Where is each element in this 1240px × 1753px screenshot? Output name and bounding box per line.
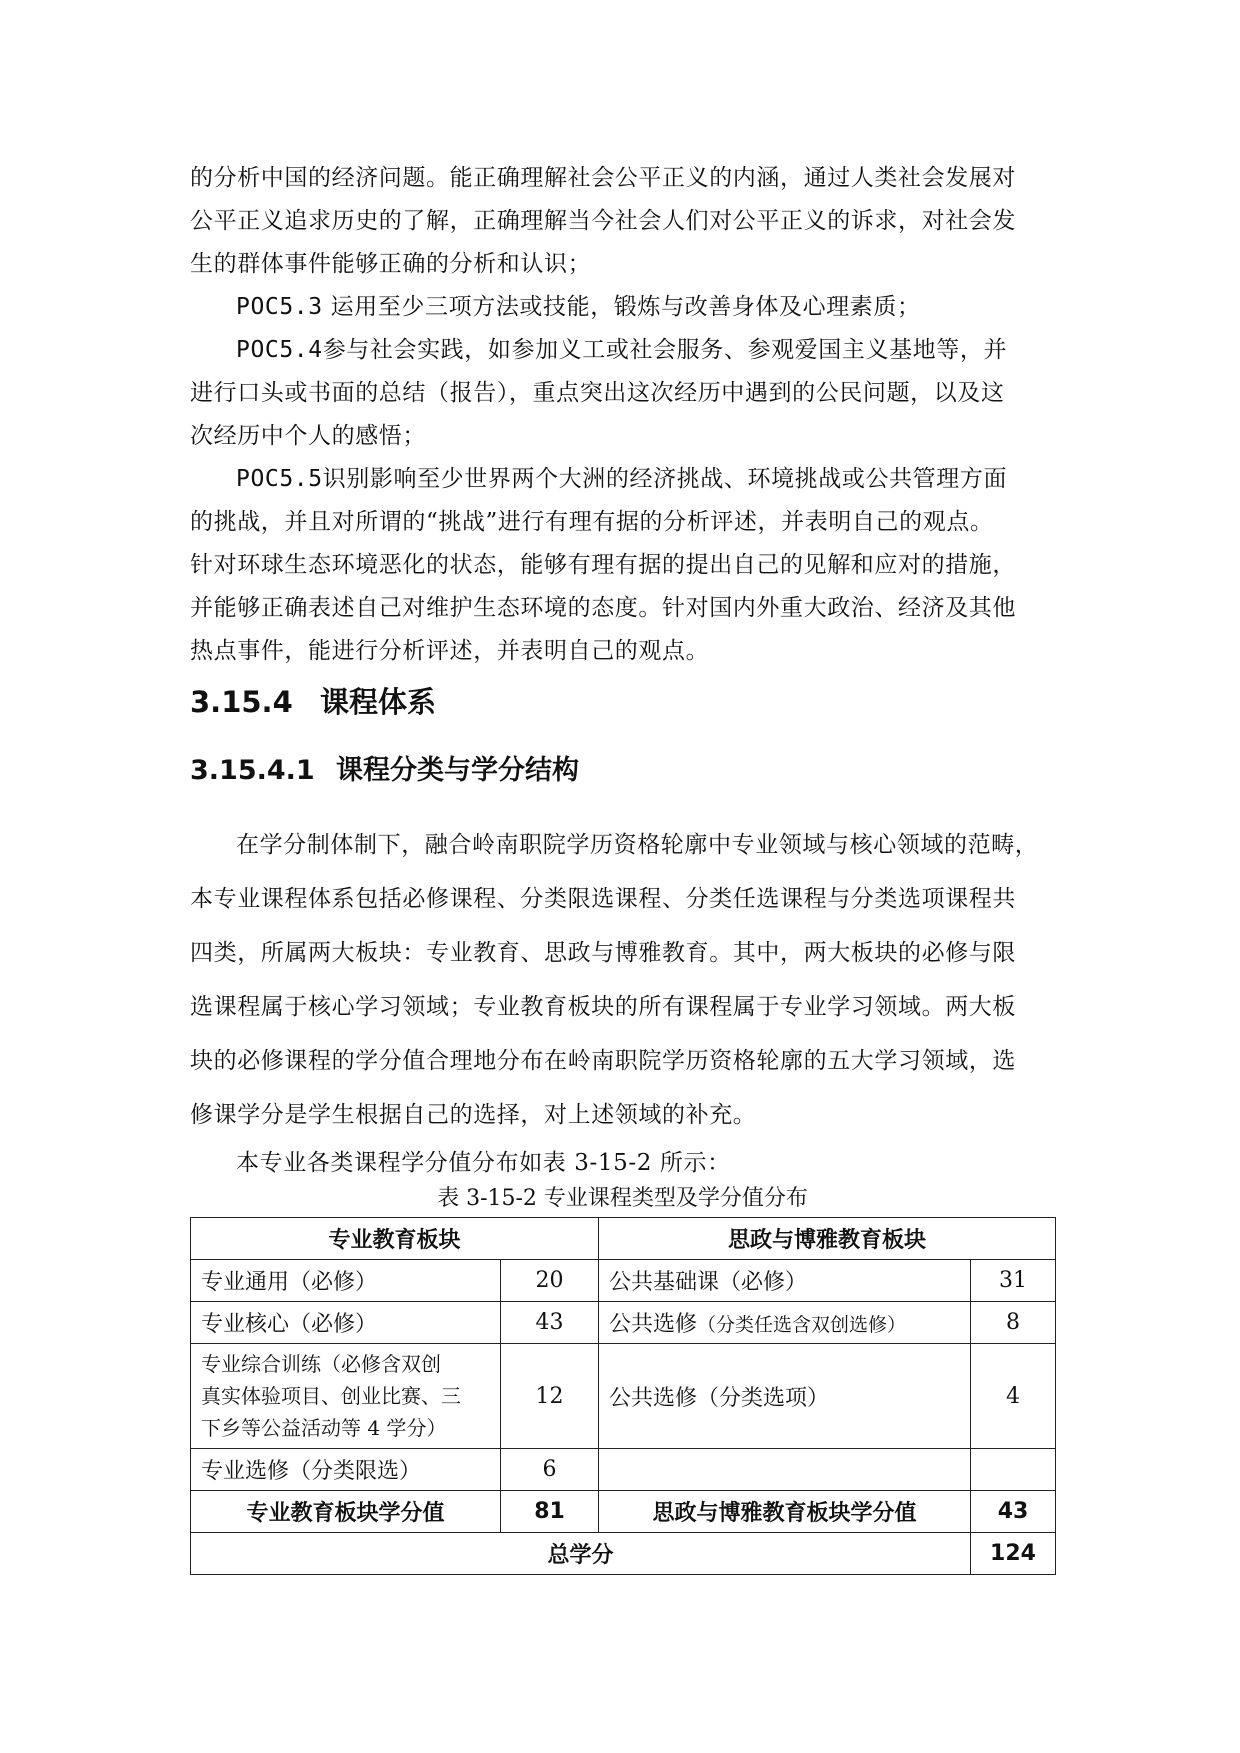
poc-code: POC5.4: [236, 337, 323, 363]
cell-label: 专业通用（必修）: [191, 1260, 501, 1302]
cell-value: 43: [501, 1302, 599, 1344]
header-professional-block: 专业教育板块: [191, 1218, 599, 1260]
subtotal-label: 思政与博雅教育板块学分值: [599, 1491, 971, 1533]
intro-paragraph: [190, 157, 1055, 286]
cell-label: 专业核心（必修）: [191, 1302, 501, 1344]
table-caption: 表 3-15-2 专业课程类型及学分值分布: [437, 1186, 808, 1211]
cell-label-line: 下乡等公益活动等 4 学分）: [201, 1416, 447, 1440]
text-line: 块的必修课程的学分值合理地分布在岭南职院学历资格轮廓的五大学习领域，选: [190, 1048, 1016, 1074]
table-header-row: [191, 1218, 1056, 1260]
cell-label: [599, 1302, 971, 1344]
section-number: 3.15.4: [190, 685, 293, 719]
subsection-title: 课程分类与学分结构: [336, 755, 579, 786]
cell-value: 4: [971, 1344, 1056, 1449]
text-line: 热点事件，能进行分析评述，并表明自己的观点。: [190, 638, 710, 664]
poc53-paragraph: [190, 286, 1055, 329]
poc-code: POC5.3: [236, 294, 323, 320]
cell-label: 公共选修（分类选项）: [599, 1344, 971, 1449]
text-line: 在学分制体制下，融合岭南职院学历资格轮廓中专业领域与核心领域的范畴，: [236, 832, 1039, 858]
text-line: 识别影响至少世界两个大洲的经济挑战、环境挑战或公共管理方面: [322, 466, 1008, 492]
poc54-paragraph: [190, 329, 1055, 458]
cell-label: 专业选修（分类限选）: [191, 1449, 501, 1491]
poc-text: 运用至少三项方法或技能，锻炼与改善身体及心理素质；: [322, 294, 921, 320]
cell-value: 31: [971, 1260, 1056, 1302]
body-paragraph: [190, 818, 1055, 1142]
text-line: 公平正义追求历史的了解，正确理解当今社会人们对公平正义的诉求，对社会发: [190, 208, 1016, 234]
table-row: [191, 1302, 1056, 1344]
table-row: [191, 1260, 1056, 1302]
text-line: 本专业课程体系包括必修课程、分类限选课程、分类任选课程与分类选项课程共: [190, 886, 1016, 912]
cell-label: [191, 1344, 501, 1449]
cell-value: 8: [971, 1302, 1056, 1344]
cell-label-note: （分类任选含双创选修）: [697, 1314, 907, 1336]
text-line: 四类，所属两大板块：专业教育、思政与博雅教育。其中，两大板块的必修与限: [190, 940, 1016, 966]
header-liberal-block: 思政与博雅教育板块: [599, 1218, 1056, 1260]
total-label: 总学分: [191, 1533, 971, 1575]
section-title: 课程体系: [320, 685, 437, 719]
table-row: [191, 1344, 1056, 1449]
cell-value: [971, 1449, 1056, 1491]
total-value: 124: [971, 1533, 1056, 1575]
text-line: 参与社会实践，如参加义工或社会服务、参观爱国主义基地等，并: [322, 337, 1008, 363]
poc55-paragraph: [190, 458, 1055, 673]
cell-label-line: 真实体验项目、创业比赛、三: [201, 1384, 461, 1408]
cell-label: [599, 1449, 971, 1491]
section-heading: [190, 680, 436, 721]
text-line: 的分析中国的经济问题。能正确理解社会公平正义的内涵，通过人类社会发展对: [190, 165, 1016, 191]
subsection-heading: [190, 748, 579, 787]
poc-code: POC5.5: [236, 466, 323, 492]
text-line: 的挑战，并且对所谓的“挑战”进行有理有据的分析评述，并表明自己的观点。: [190, 509, 994, 535]
subsection-number: 3.15.4.1: [190, 755, 315, 786]
subtotal-label: 专业教育板块学分值: [191, 1491, 501, 1533]
cell-label-main: 公共选修: [609, 1312, 698, 1337]
text-line: 进行口头或书面的总结（报告），重点突出这次经历中遇到的公民问题，以及这: [190, 380, 1005, 406]
text-line: 并能够正确表述自己对维护生态环境的态度。针对国内外重大政治、经济及其他: [190, 595, 1016, 621]
cell-value: 20: [501, 1260, 599, 1302]
subtotal-value: 43: [971, 1491, 1056, 1533]
cell-value: 12: [501, 1344, 599, 1449]
table-row: [191, 1449, 1056, 1491]
table-intro: 本专业各类课程学分值分布如表 3-15-2 所示：: [236, 1150, 731, 1176]
text-line: 选课程属于核心学习领域；专业教育板块的所有课程属于专业学习领域。两大板: [190, 994, 1016, 1020]
text-line: 次经历中个人的感悟；: [190, 423, 426, 449]
subtotal-value: 81: [501, 1491, 599, 1533]
cell-value: 6: [501, 1449, 599, 1491]
subtotal-row: [191, 1491, 1056, 1533]
text-line: 修课学分是学生根据自己的选择，对上述领域的补充。: [190, 1102, 757, 1128]
text-line: 生的群体事件能够正确的分析和认识；: [190, 251, 592, 277]
cell-label: 公共基础课（必修）: [599, 1260, 971, 1302]
text-line: 针对环球生态环境恶化的状态，能够有理有据的提出自己的见解和应对的措施，: [190, 552, 1016, 578]
credit-distribution-table: [190, 1217, 1056, 1575]
cell-label-line: 专业综合训练（必修含双创: [201, 1352, 441, 1376]
total-row: [191, 1533, 1056, 1575]
